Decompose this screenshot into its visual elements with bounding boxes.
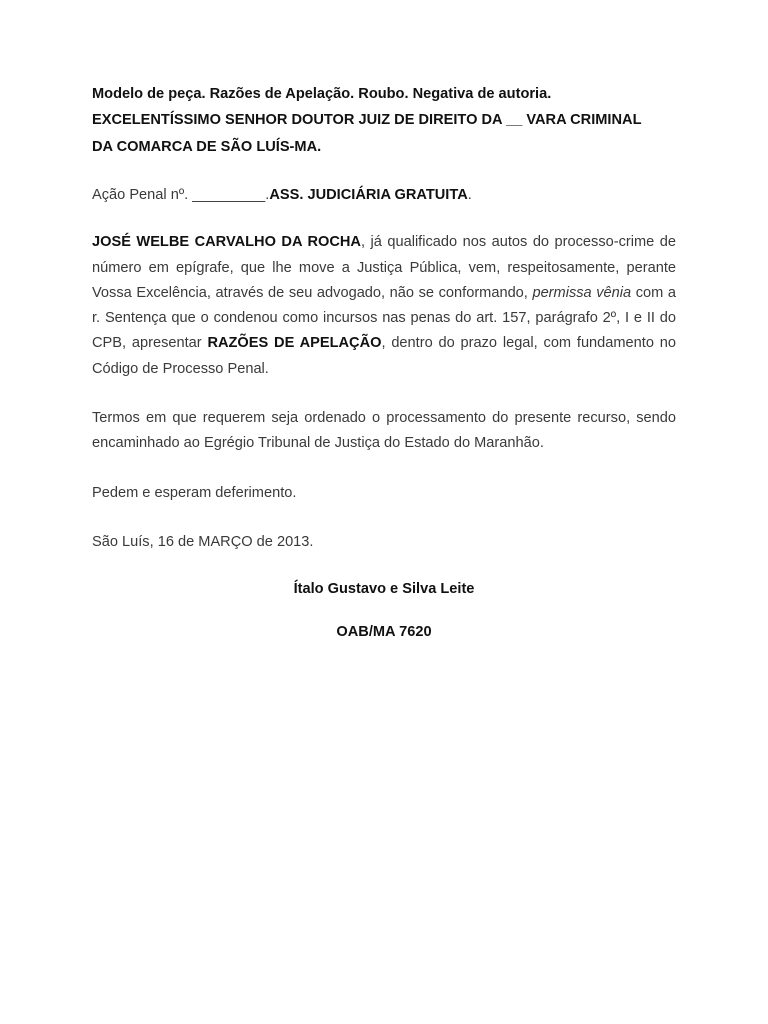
addressee-line-1: EXCELENTÍSSIMO SENHOR DOUTOR JUIZ DE DIREITO DA __ VARA CRIMINAL: [92, 112, 642, 128]
appeal-reasons-term: RAZÕES DE APELAÇÃO: [207, 335, 382, 352]
addressee-line-2: DA COMARCA DE SÃO LUÍS-MA.: [92, 139, 322, 155]
free-legal-aid-label: ASS. JUDICIÁRIA GRATUITA: [269, 187, 468, 203]
signatory-name: Ítalo Gustavo e Silva Leite: [293, 581, 475, 598]
body-text-3: , dentro do prazo legal, com fundamento no Código de Processo Penal.: [92, 335, 676, 377]
place-date-line: São Luís, 16 de MARÇO de 2013.: [92, 533, 314, 550]
body-text-2: com a r. Sentença que o condenou como incursos nas penas do art. 157, parágrafo 2º, I e II do CPB, apresentar: [92, 284, 676, 352]
signatory-oab: OAB/MA 7620: [336, 624, 432, 641]
document-title: Modelo de peça. Razões de Apelação. Roubo. Negativa de autoria.: [92, 86, 552, 102]
body-paragraph: [92, 230, 676, 382]
case-prefix: Ação Penal nº. _________.: [92, 187, 270, 203]
body-text-1: , já qualificado nos autos do processo-crime de número em epígrafe, que lhe move a Justiça Pública, vem, respeitosamente, perante Vossa Excelência, através de seu advogado, não se conformando,: [92, 234, 676, 301]
party-name: JOSÉ WELBE CARVALHO DA ROCHA: [92, 234, 361, 251]
case-number-line: [92, 183, 676, 208]
request-paragraph: Termos em que requerem seja ordenado o processamento do presente recurso, sendo encaminhado ao Egrégio Tribunal de Justiça do Estado do Maranhão.: [92, 410, 676, 452]
closing-line: Pedem e esperam deferimento.: [92, 484, 297, 501]
document-page: [92, 82, 676, 645]
permissa-venia: permissa vênia: [532, 284, 632, 301]
case-suffix: .: [467, 187, 472, 203]
